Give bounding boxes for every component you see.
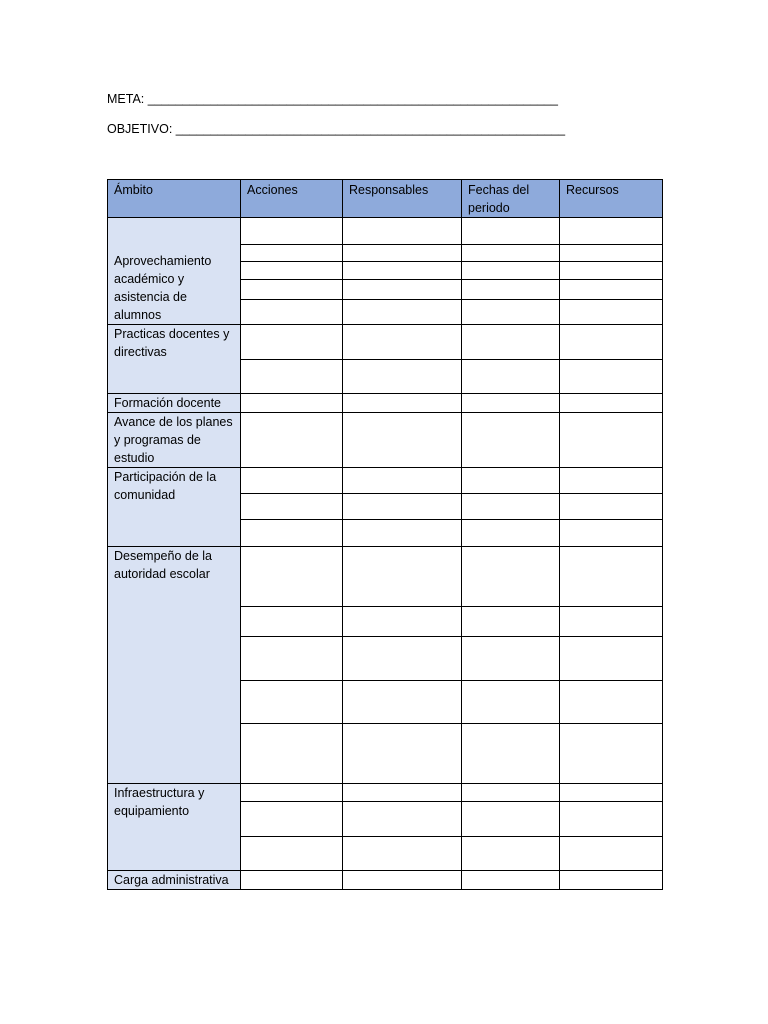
cell-acciones[interactable] [241, 245, 343, 262]
table-row [108, 468, 663, 494]
column-header-recursos: Recursos [560, 180, 663, 218]
cell-responsables[interactable] [343, 547, 462, 607]
table-row [108, 325, 663, 360]
table-row [108, 218, 663, 245]
column-header-responsables: Responsables [343, 180, 462, 218]
cell-recursos[interactable] [560, 802, 663, 837]
cell-responsables[interactable] [343, 299, 462, 324]
cell-recursos[interactable] [560, 299, 663, 324]
cell-responsables[interactable] [343, 245, 462, 262]
cell-fechas[interactable] [462, 802, 560, 837]
ambito-cell [108, 871, 241, 890]
cell-recursos[interactable] [560, 547, 663, 607]
cell-recursos[interactable] [560, 279, 663, 299]
cell-recursos[interactable] [560, 520, 663, 547]
cell-fechas[interactable] [462, 468, 560, 494]
ambito-cell [108, 784, 241, 871]
cell-acciones[interactable] [241, 837, 343, 871]
cell-fechas[interactable] [462, 413, 560, 468]
cell-responsables[interactable] [343, 871, 462, 890]
cell-responsables[interactable] [343, 394, 462, 413]
cell-acciones[interactable] [241, 299, 343, 324]
ambito-cell [108, 394, 241, 413]
cell-acciones[interactable] [241, 871, 343, 890]
cell-responsables[interactable] [343, 837, 462, 871]
cell-acciones[interactable] [241, 494, 343, 520]
ambito-label: Aprovechamiento académico y asistencia de alumnos [114, 254, 212, 322]
cell-responsables[interactable] [343, 784, 462, 802]
cell-acciones[interactable] [241, 468, 343, 494]
cell-acciones[interactable] [241, 681, 343, 724]
table-row [108, 871, 663, 890]
cell-recursos[interactable] [560, 494, 663, 520]
objetivo-label: OBJETIVO: [107, 122, 173, 136]
ambito-cell [108, 547, 241, 784]
table-body [108, 218, 663, 890]
cell-acciones[interactable] [241, 394, 343, 413]
table-header-row [108, 180, 663, 218]
cell-fechas[interactable] [462, 262, 560, 279]
ambito-label: Practicas docentes y directivas [114, 327, 230, 359]
cell-fechas[interactable] [462, 681, 560, 724]
cell-recursos[interactable] [560, 413, 663, 468]
table-row [108, 413, 663, 468]
cell-fechas[interactable] [462, 245, 560, 262]
cell-recursos[interactable] [560, 325, 663, 360]
table-row [108, 547, 663, 607]
cell-fechas[interactable] [462, 218, 560, 245]
cell-acciones[interactable] [241, 724, 343, 784]
cell-acciones[interactable] [241, 802, 343, 837]
cell-fechas[interactable] [462, 394, 560, 413]
cell-fechas[interactable] [462, 360, 560, 394]
cell-recursos[interactable] [560, 681, 663, 724]
cell-responsables[interactable] [343, 360, 462, 394]
cell-responsables[interactable] [343, 520, 462, 547]
cell-recursos[interactable] [560, 218, 663, 245]
cell-fechas[interactable] [462, 607, 560, 637]
table-row [108, 394, 663, 413]
ambito-cell [108, 468, 241, 547]
cell-recursos[interactable] [560, 394, 663, 413]
cell-recursos[interactable] [560, 607, 663, 637]
cell-recursos[interactable] [560, 724, 663, 784]
table-row [108, 784, 663, 802]
objetivo-blank-line[interactable]: ________________________________________________________ [175, 122, 566, 136]
cell-fechas[interactable] [462, 871, 560, 890]
ambito-cell [108, 218, 241, 325]
cell-fechas[interactable] [462, 784, 560, 802]
cell-fechas[interactable] [462, 299, 560, 324]
cell-responsables[interactable] [343, 325, 462, 360]
cell-responsables[interactable] [343, 637, 462, 681]
cell-responsables[interactable] [343, 494, 462, 520]
cell-responsables[interactable] [343, 724, 462, 784]
cell-fechas[interactable] [462, 837, 560, 871]
cell-fechas[interactable] [462, 547, 560, 607]
cell-fechas[interactable] [462, 325, 560, 360]
cell-recursos[interactable] [560, 637, 663, 681]
planning-table [107, 179, 663, 890]
cell-recursos[interactable] [560, 468, 663, 494]
cell-recursos[interactable] [560, 784, 663, 802]
cell-fechas[interactable] [462, 520, 560, 547]
ambito-label: Infraestructura y equipamiento [114, 786, 205, 818]
cell-acciones[interactable] [241, 547, 343, 607]
cell-acciones[interactable] [241, 325, 343, 360]
column-header-acciones: Acciones [241, 180, 343, 218]
cell-recursos[interactable] [560, 360, 663, 394]
cell-fechas[interactable] [462, 724, 560, 784]
cell-fechas[interactable] [462, 637, 560, 681]
ambito-label: Desempeño de la autoridad escolar [114, 549, 212, 581]
cell-responsables[interactable] [343, 279, 462, 299]
cell-fechas[interactable] [462, 494, 560, 520]
cell-fechas[interactable] [462, 279, 560, 299]
column-header-ambito: Ámbito [108, 180, 241, 218]
cell-acciones[interactable] [241, 279, 343, 299]
ambito-label: Avance de los planes y programas de estudio [114, 415, 233, 465]
ambito-cell [108, 413, 241, 468]
column-header-fechas: Fechas del periodo [462, 180, 560, 218]
ambito-cell [108, 325, 241, 394]
cell-acciones[interactable] [241, 413, 343, 468]
cell-acciones[interactable] [241, 262, 343, 279]
cell-recursos[interactable] [560, 262, 663, 279]
cell-acciones[interactable] [241, 218, 343, 245]
cell-acciones[interactable] [241, 360, 343, 394]
cell-responsables[interactable] [343, 681, 462, 724]
cell-acciones[interactable] [241, 784, 343, 802]
cell-responsables[interactable] [343, 218, 462, 245]
cell-recursos[interactable] [560, 837, 663, 871]
cell-recursos[interactable] [560, 871, 663, 890]
meta-field [107, 92, 558, 106]
cell-acciones[interactable] [241, 637, 343, 681]
meta-blank-line[interactable]: ___________________________________________________________ [147, 92, 558, 106]
cell-recursos[interactable] [560, 245, 663, 262]
cell-responsables[interactable] [343, 262, 462, 279]
ambito-label: Formación docente [114, 396, 222, 410]
meta-label: META: [107, 92, 145, 106]
cell-acciones[interactable] [241, 520, 343, 547]
ambito-label: Carga administrativa [114, 873, 229, 887]
ambito-label: Participación de la comunidad [114, 470, 217, 502]
cell-responsables[interactable] [343, 413, 462, 468]
cell-acciones[interactable] [241, 607, 343, 637]
cell-responsables[interactable] [343, 468, 462, 494]
cell-responsables[interactable] [343, 802, 462, 837]
cell-responsables[interactable] [343, 607, 462, 637]
objetivo-field [107, 122, 565, 136]
